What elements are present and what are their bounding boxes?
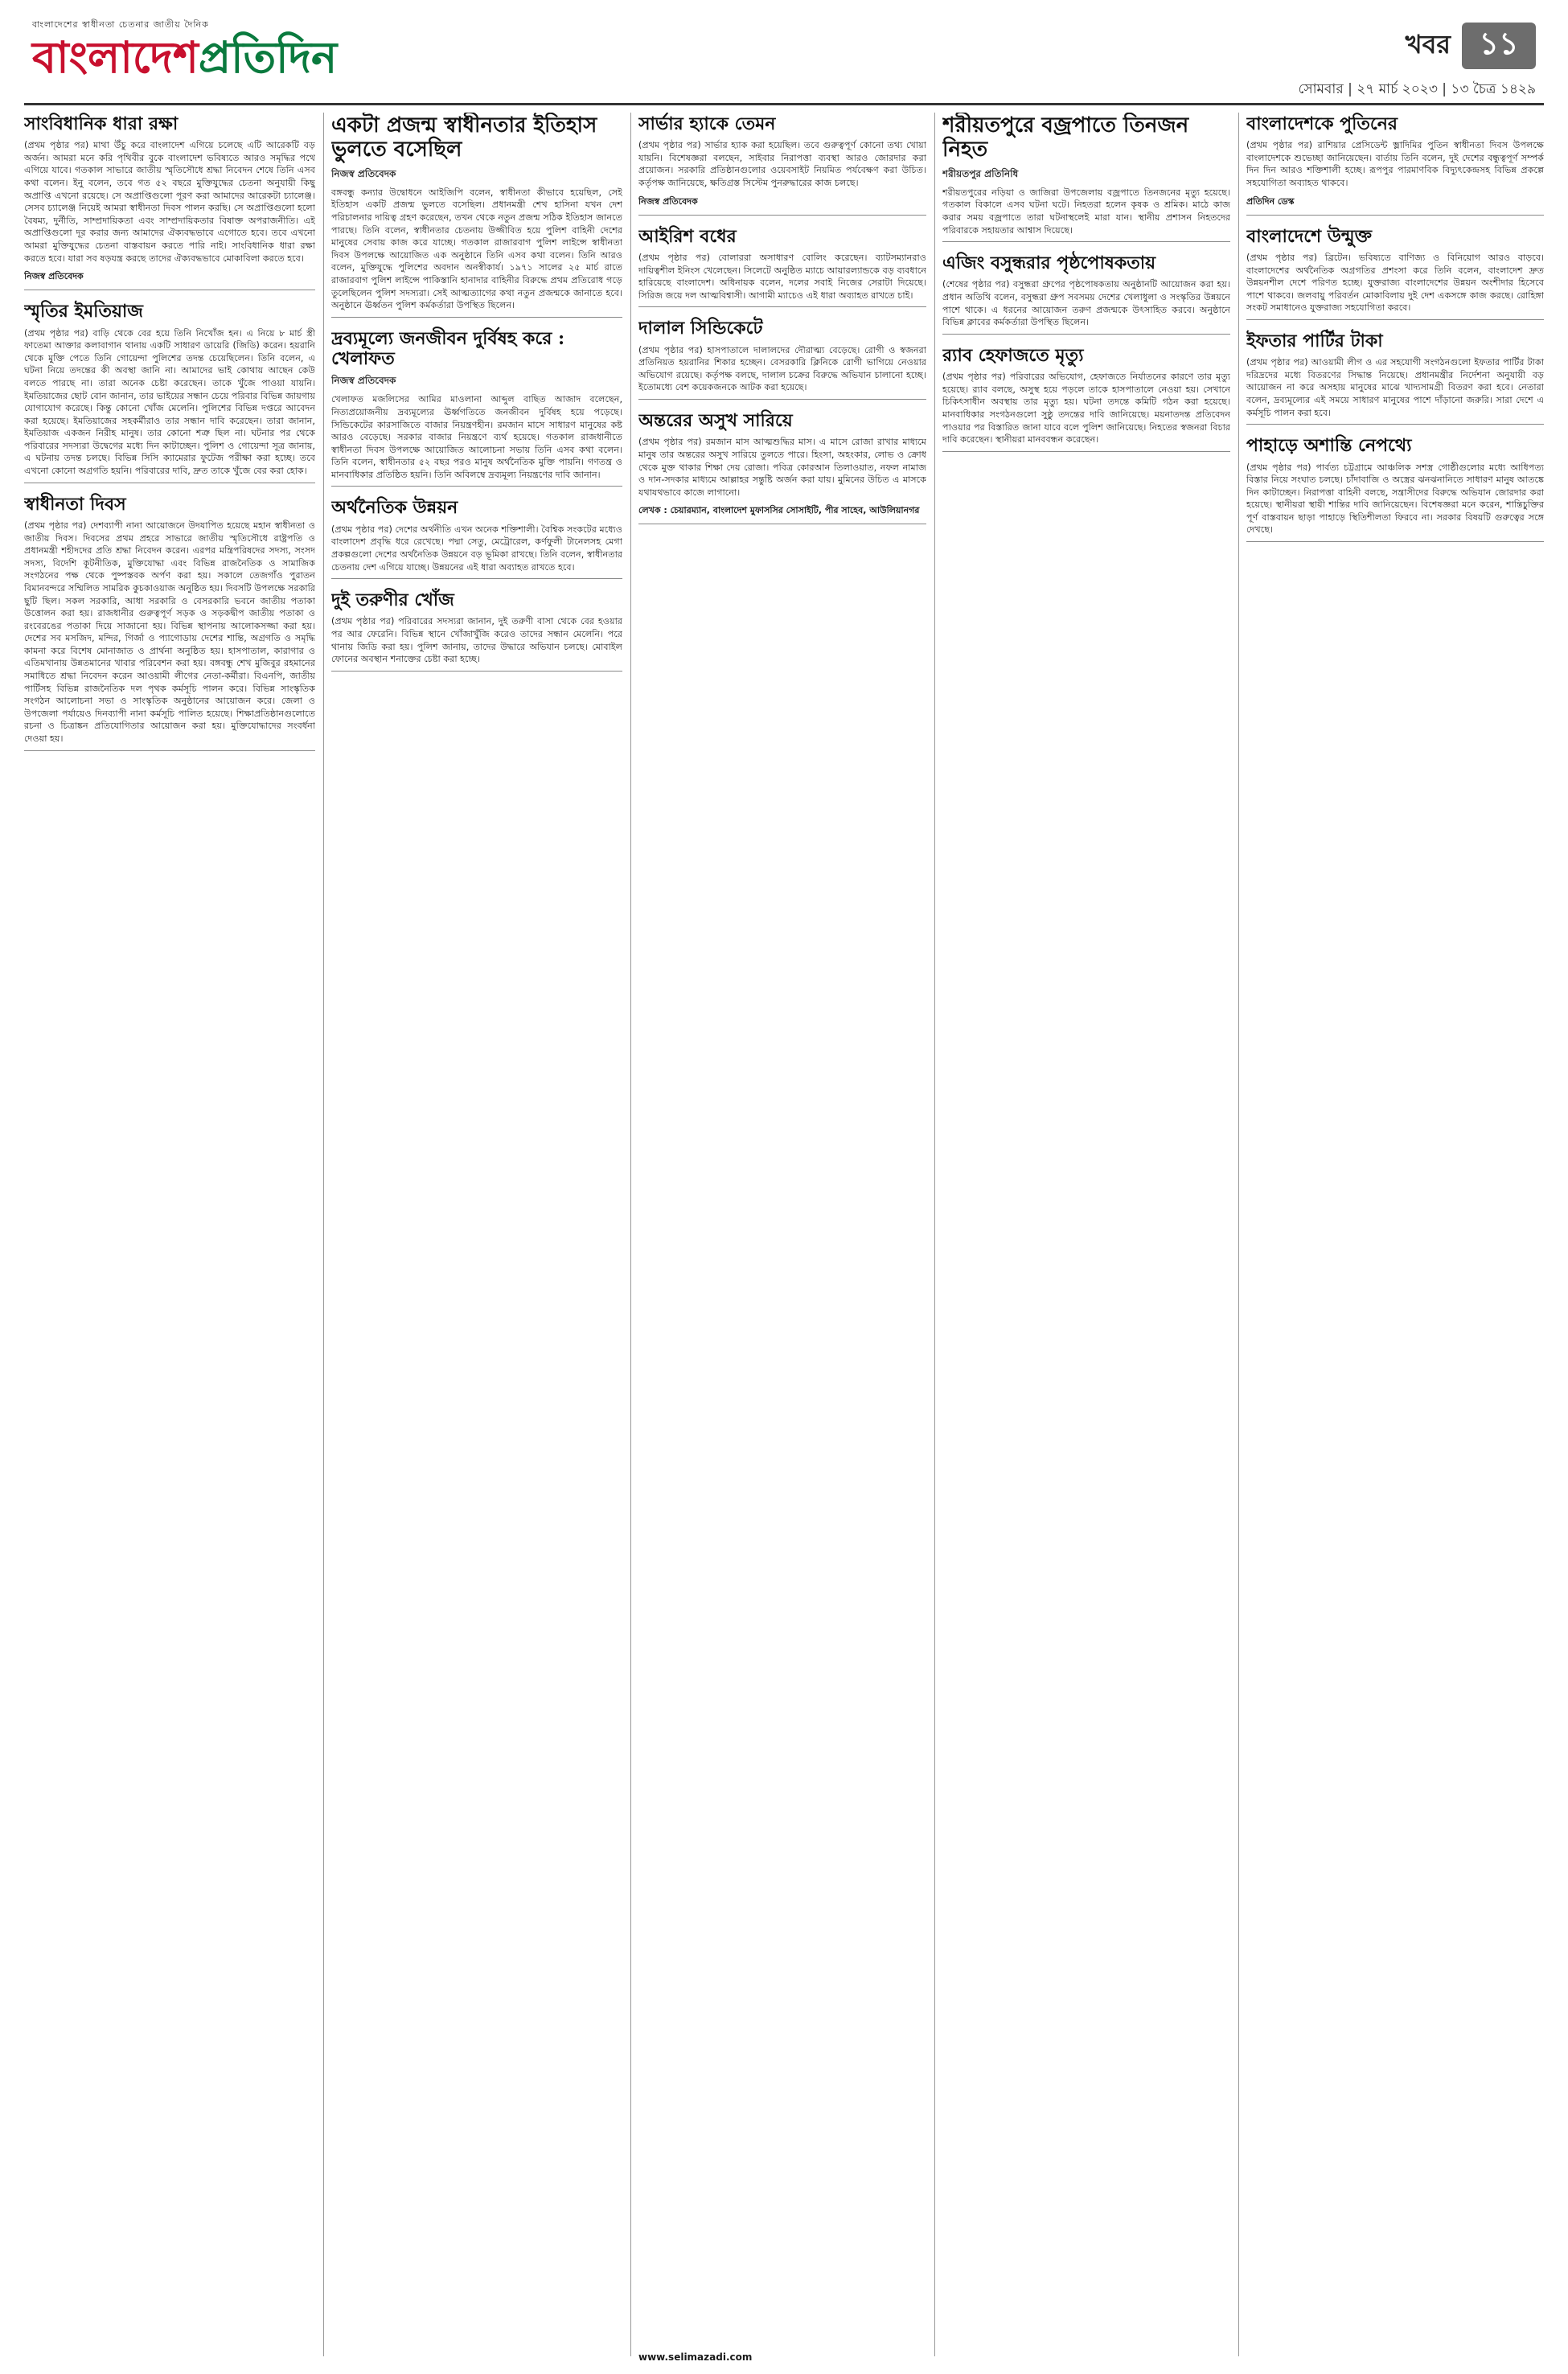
article-byline: নিজস্ব প্রতিবেদক	[331, 375, 396, 387]
page-number-badge: ১১	[1462, 23, 1536, 69]
news-article	[24, 495, 315, 751]
article-separator	[1246, 424, 1544, 425]
article-headline[interactable]: দালাল সিন্ডিকেটে	[638, 318, 763, 339]
article-headline[interactable]: বাংলাদেশে উন্মুক্ত	[1246, 225, 1372, 247]
article-body: (প্রথম পৃষ্ঠার পর) মাথা উঁচু করে বাংলাদেশ এগিয়ে চলেছে এটি আরেকটি বড় অর্জন। আমরা মনে করি পৃথিবীর বুকে বাংলাদেশ ভবিষ্যতে আরও সমৃদ্ধির পথে এগিয়ে যাবে। গতকাল সাভারে জাতীয় স্মৃতিসৌধে শ্রদ্ধা নিবেদন শেষে তিনি এসব কথা বলেন। ইনু বলেন, তবে গত ৫২ বছরে মুক্তিযুদ্ধের চেতনা অনুযায়ী কিছু অপ্রাপ্তি এখনো রয়েছে। সে অপ্রাপ্তিগুলো পূরণ করা আমাদের আরেকটা চ্যালেঞ্জ। সেসব চ্যালেঞ্জ নিয়েই আমরা স্বাধীনতা দিবস পালন করছি। সে অপ্রাপ্তিগুলো হলো বৈষম্য, দুর্নীতি, সাম্প্রদায়িকতা এবং সাম্প্রদায়িকতার বিষাক্ত অপরাজনীতি। এই অপ্রাপ্তিগুলো দূর করার জন্য আমাদের ঐক্যবদ্ধভাবে এগোতে হবে। তবে এখনো আমরা মুক্তিযুদ্ধের চেতনা বাস্তবায়ন করতে পারি নাই। সাংবিধানিক ধারা রক্ষা করতে হবে। যারা সব ষড়যন্ত্র করছে তাদের ঐক্যবদ্ধভাবে মোকাবিলা করতে হবে।	[24, 140, 315, 264]
news-article	[331, 114, 622, 318]
column-4	[942, 113, 1230, 2356]
tagline: বাংলাদেশের স্বাধীনতা চেতনার জাতীয় দৈনিক	[32, 19, 209, 30]
article-body: (প্রথম পৃষ্ঠার পর) আওয়ামী লীগ ও এর সহযোগী সংগঠনগুলো ইফতার পার্টির টাকা দরিদ্রদের মধ্যে বিতরণের সিদ্ধান্ত নিয়েছে। প্রধানমন্ত্রীর নির্দেশনা অনুযায়ী বড় আয়োজন না করে অসহায় মানুষের মাঝে খাদ্যসামগ্রী বিতরণ করা হবে। নেতারা বলেন, দ্রব্যমূল্যের এই সময়ে সাধারণ মানুষের পাশে দাঁড়ানো জরুরি। সারা দেশে এ কর্মসূচি পালন করা হবে।	[1246, 357, 1544, 418]
news-article	[1246, 331, 1544, 425]
article-separator	[638, 215, 926, 216]
article-separator	[638, 306, 926, 307]
article-separator	[1246, 215, 1544, 216]
article-body: (প্রথম পৃষ্ঠার পর) পরিবারের সদস্যরা জানান, দুই তরুণী বাসা থেকে বের হওয়ার পর আর ফেরেনি। বিভিন্ন স্থানে খোঁজাখুঁজি করেও তাদের সন্ধান মেলেনি। পরে থানায় জিডি করা হয়। পুলিশ জানায়, তাদের উদ্ধারে অভিযান চলছে। মোবাইল ফোনের অবস্থান শনাক্তের চেষ্টা করা হচ্ছে।	[331, 616, 622, 665]
article-headline[interactable]: দুই তরুণীর খোঁজ	[331, 589, 454, 611]
website-text: www.selimazadi.com	[638, 2351, 753, 2363]
article-body: (প্রথম পৃষ্ঠার পর) পার্বত্য চট্টগ্রামে আঞ্চলিক সশস্ত্র গোষ্ঠীগুলোর মধ্যে আধিপত্য বিস্তার নিয়ে সংঘাত চলছে। চাঁদাবাজি ও অস্ত্রের ঝনঝনানিতে সাধারণ মানুষ আতঙ্কে দিন কাটাচ্ছেন। নিরাপত্তা বাহিনী বলছে, সন্ত্রাসীদের বিরুদ্ধে অভিযান জোরদার করা হয়েছে। স্থানীয়রা স্থায়ী শান্তির দাবি জানিয়েছেন। বিশেষজ্ঞরা মনে করেন, শান্তিচুক্তির পূর্ণ বাস্তবায়ন ছাড়া পাহাড়ে স্থিতিশীলতা ফিরবে না। সরকার বিষয়টি গুরুত্বের সঙ্গে দেখছে।	[1246, 462, 1544, 536]
article-footnote: প্রতিদিন ডেস্ক	[1246, 195, 1295, 207]
article-headline[interactable]: সার্ভার হ্যাকে তেমন	[638, 113, 776, 134]
article-separator	[331, 671, 622, 672]
news-article	[638, 318, 926, 400]
article-separator	[942, 451, 1230, 452]
article-byline: নিজস্ব প্রতিবেদক	[331, 167, 396, 179]
article-headline[interactable]: দ্রব্যমূল্যে জনজীবন দুর্বিষহ করে : খেলাফত	[331, 327, 565, 370]
news-article	[24, 114, 315, 290]
name-part1: বাংলাদেশ	[32, 31, 199, 83]
column-divider	[1238, 113, 1239, 2356]
article-body: (প্রথম পৃষ্ঠার পর) রমজান মাস আত্মশুদ্ধির মাস। এ মাসে রোজা রাখার মাধ্যমে মানুষ তার অন্তরের অসুখ সারিয়ে তুলতে পারে। হিংসা, অহংকার, লোভ ও ক্রোধ থেকে মুক্ত থাকার শিক্ষা দেয় রোজা। পবিত্র কোরআন তিলাওয়াত, নফল নামাজ ও দান-সদকার মাধ্যমে আল্লাহর সন্তুষ্টি অর্জন করা যায়। মুমিনের উচিত এ মাসকে যথাযথভাবে কাজে লাগানো।	[638, 437, 926, 498]
article-headline[interactable]: অন্তরের অসুখ সারিয়ে	[638, 410, 793, 432]
news-article	[638, 411, 926, 524]
article-body: খেলাফত মজলিসের আমির মাওলানা আব্দুল বাছিত আজাদ বলেছেন, নিত্যপ্রয়োজনীয় দ্রব্যমূল্যের ঊর্ধ্বগতিতে জনজীবন দুর্বিষহ হয়ে পড়েছে। সিন্ডিকেটের কারসাজিতে বাজার নিয়ন্ত্রণহীন। রমজান মাসে সাধারণ মানুষের কষ্ট আরও বেড়েছে। সরকার বাজার নিয়ন্ত্রণে ব্যর্থ হয়েছে। গতকাল রাজধানীতে স্বাধীনতা দিবস উপলক্ষে আয়োজিত আলোচনা সভায় তিনি এসব কথা বলেন। তিনি বলেন, স্বাধীনতার ৫২ বছর পরও মানুষ অর্থনৈতিক মুক্তি পায়নি। গণতন্ত্র ও মানবাধিকার প্রতিষ্ঠিত হয়নি। তিনি অবিলম্বে দ্রব্যমূল্য নিয়ন্ত্রণের দাবি জানান।	[331, 394, 622, 480]
news-article	[638, 227, 926, 308]
article-body: (প্রথম পৃষ্ঠার পর) বোলাররা অসাধারণ বোলিং করেছেন। ব্যাটসম্যানরাও দায়িত্বশীল ইনিংস খেলেছেন। সিলেটে অনুষ্ঠিত ম্যাচে আয়ারল্যান্ডকে বড় ব্যবধানে হারিয়েছে বাংলাদেশ। অধিনায়ক বলেন, দলের সবাই নিজের সেরাটা দিয়েছে। সিরিজ জয়ে দল আত্মবিশ্বাসী। আগামী ম্যাচেও এই ধারা অব্যাহত রাখতে চাই।	[638, 252, 926, 301]
article-headline[interactable]: স্মৃতির ইমতিয়াজ	[24, 301, 143, 322]
section-label: খবর	[1405, 29, 1451, 60]
column-5	[1246, 113, 1544, 2356]
newspaper-logo	[32, 18, 337, 81]
news-article	[1246, 114, 1544, 216]
article-body: (প্রথম পৃষ্ঠার পর) ব্রিটেন। ভবিষ্যতে বাণিজ্য ও বিনিয়োগ আরও বাড়বে। বাংলাদেশের অর্থনৈতিক অগ্রগতির প্রশংসা করে তিনি বলেন, বাংলাদেশ দ্রুত উন্নয়নশীল দেশে পরিণত হচ্ছে। যুক্তরাজ্য বাংলাদেশের উন্নয়ন অংশীদার হিসেবে পাশে থাকবে। জলবায়ু পরিবর্তন মোকাবিলায় দুই দেশ একসঙ্গে কাজ করছে। রোহিঙ্গা সংকট সমাধানেও যুক্তরাজ্য সহযোগিতা করবে।	[1246, 252, 1544, 314]
article-headline[interactable]: ইফতার পার্টির টাকা	[1246, 330, 1383, 351]
article-body: বঙ্গবন্ধু কন্যার উদ্বোধনে আইজিপি বলেন, স্বাধীনতা কীভাবে হয়েছিল, সেই ইতিহাস একটি প্রজন্ম ভুলতে বসেছিল। প্রধানমন্ত্রী শেখ হাসিনা যখন দেশ পরিচালনার দায়িত্ব গ্রহণ করেছেন, তখন থেকে নতুন প্রজন্ম সঠিক ইতিহাস জানতে পারছে। তিনি বলেন, স্বাধীনতার চেতনায় উজ্জীবিত হয়ে পুলিশ বাহিনী দেশের মানুষের সেবায় কাজ করে যাচ্ছে। গতকাল রাজারবাগ পুলিশ লাইন্সে স্বাধীনতা দিবস উপলক্ষে আয়োজিত এক অনুষ্ঠানে তিনি এসব কথা বলেন। তিনি আরও বলেন, মুক্তিযুদ্ধে পুলিশের অবদান অনস্বীকার্য। ১৯৭১ সালের ২৫ মার্চ রাতে রাজারবাগ পুলিশ লাইন্সে পাকিস্তানি হানাদার বাহিনীর বিরুদ্ধে প্রথম প্রতিরোধ গড়ে তুলেছিলেন পুলিশ সদস্যরা। সেই আত্মত্যাগের কথা নতুন প্রজন্মকে জানাতে হবে। অনুষ্ঠানে ঊর্ধ্বতন পুলিশ কর্মকর্তারা উপস্থিত ছিলেন।	[331, 187, 622, 311]
article-separator	[24, 750, 315, 751]
news-article	[331, 498, 622, 579]
news-article	[942, 114, 1230, 242]
article-headline[interactable]: বাংলাদেশকে পুতিনের	[1246, 113, 1398, 134]
news-article	[942, 253, 1230, 335]
article-footnote: লেখক : চেয়ারম্যান, বাংলাদেশ মুফাসসির সোসাইটি, পীর সাহেব, আউলিয়ানগর	[638, 505, 920, 516]
column-1	[24, 113, 315, 2356]
article-body: শরীয়তপুরের নড়িয়া ও জাজিরা উপজেলায় বজ্রপাতে তিনজনের মৃত্যু হয়েছে। গতকাল বিকালে এসব ঘটনা ঘটে। নিহতরা হলেন কৃষক ও শ্রমিক। মাঠে কাজ করার সময় বজ্রপাতে তারা ঘটনাস্থলেই মারা যান। স্থানীয় প্রশাসন নিহতদের পরিবারকে সহায়তার আশ্বাস দিয়েছে।	[942, 187, 1230, 236]
news-article	[942, 346, 1230, 452]
article-body: (প্রথম পৃষ্ঠার পর) দেশব্যাপী নানা আয়োজনে উদযাপিত হয়েছে মহান স্বাধীনতা ও জাতীয় দিবস। দিবসের প্রথম প্রহরে সাভারে জাতীয় স্মৃতিসৌধে রাষ্ট্রপতি ও প্রধানমন্ত্রী শহীদদের প্রতি শ্রদ্ধা নিবেদন করেন। এরপর মন্ত্রিপরিষদের সদস্য, সংসদ সদস্য, বিদেশি কূটনীতিক, মুক্তিযোদ্ধা এবং বিভিন্ন রাজনৈতিক ও সামাজিক সংগঠনের পক্ষ থেকে পুষ্পস্তবক অর্পণ করা হয়। সকালে তেজগাঁও পুরাতন বিমানবন্দরে সম্মিলিত সামরিক কুচকাওয়াজ অনুষ্ঠিত হয়। দিবসটি উপলক্ষে সরকারি ছুটি ছিল। সকল সরকারি, আধা সরকারি ও বেসরকারি ভবনে জাতীয় পতাকা উত্তোলন করা হয়। রাজধানীর গুরুত্বপূর্ণ সড়ক ও সড়কদ্বীপ জাতীয় পতাকা ও রংবেরঙের পতাকা দিয়ে সাজানো হয়। বিভিন্ন স্থাপনায় আলোকসজ্জা করা হয়। দেশের সব মসজিদ, মন্দির, গির্জা ও প্যাগোডায় দেশের শান্তি, অগ্রগতি ও সমৃদ্ধি কামনা করে বিশেষ মোনাজাত ও প্রার্থনা অনুষ্ঠিত হয়। হাসপাতাল, কারাগার ও এতিমখানায় উন্নতমানের খাবার পরিবেশন করা হয়। বঙ্গবন্ধু শেখ মুজিবুর রহমানের সমাধিতে শ্রদ্ধা নিবেদন করেন আওয়ামী লীগের নেতা-কর্মীরা। বিএনপি, জাতীয় পার্টিসহ বিভিন্ন রাজনৈতিক দল পৃথক কর্মসূচি পালন করে। বিভিন্ন সাংস্কৃতিক সংগঠন আলোচনা সভা ও সাংস্কৃতিক অনুষ্ঠানের আয়োজন করে। জেলা ও উপজেলা পর্যায়েও দিনব্যাপী নানা কর্মসূচি পালিত হয়েছে। শিক্ষাপ্রতিষ্ঠানগুলোতে রচনা ও চিত্রাঙ্কন প্রতিযোগিতার আয়োজন করা হয়। মুক্তিযোদ্ধাদের সংবর্ধনা দেওয়া হয়।	[24, 520, 315, 745]
article-headline[interactable]: এজিং বসুন্ধরার পৃষ্ঠপোষকতায়	[942, 253, 1156, 274]
news-article	[638, 114, 926, 216]
article-headline[interactable]: পাহাড়ে অশান্তি নেপথ্যে	[1246, 435, 1412, 457]
article-footnote: নিজস্ব প্রতিবেদক	[638, 195, 698, 207]
footer-website	[638, 2348, 752, 2364]
news-article	[1246, 227, 1544, 320]
article-body: (প্রথম পৃষ্ঠার পর) বাড়ি থেকে বের হয়ে তিনি নিখোঁজ হন। এ নিয়ে ৮ মার্চ স্ত্রী ফাতেমা আক্তার কলাবাগান থানায় একটি সাধারণ ডায়েরি (জিডি) করেন। হয়রানি থেকে মুক্তি পেতে তিনি গোয়েন্দা পুলিশের তদন্ত চেয়েছিলেন। তিনি বলেন, এ ঘটনা নিয়ে তদন্তের কী অবস্থা জানি না। আমাদের ভাই কোথায় আছেন কেউ বলতে পারছে না। তারা অনেক চেষ্টা করেছেন। তাকে খুঁজে পাওয়া যায়নি। ইমতিয়াজের ছোট বোন জানান, তার ভাইয়ের সন্ধান চেয়ে পরিবার বিভিন্ন জায়গায় যোগাযোগ করেছে। কিন্তু কোনো খোঁজ মেলেনি। পুলিশের বিভিন্ন দপ্তরে আবেদন করা হয়েছে। ইমতিয়াজের সহকর্মীরাও তার সন্ধান দাবি করেছেন। তারা জানান, ইমতিয়াজ একজন নিরীহ মানুষ। তার কোনো শত্রু ছিল না। ঘটনার পর থেকে পরিবারের সদস্যরা উদ্বেগের মধ্যে দিন কাটাচ্ছেন। পুলিশ ও গোয়েন্দা সূত্র জানায়, এ ঘটনায় তদন্ত চলছে। বিভিন্ন সিসি ক্যামেরার ফুটেজ পরীক্ষা করা হচ্ছে। তবে এখনো কোনো অগ্রগতি হয়নি। পরিবারের দাবি, দ্রুত তাকে খুঁজে বের করা হোক।	[24, 327, 315, 477]
article-separator	[331, 486, 622, 487]
article-body: (প্রথম পৃষ্ঠার পর) রাশিয়ার প্রেসিডেন্ট ভ্লাদিমির পুতিন স্বাধীনতা দিবস উপলক্ষে বাংলাদেশকে শুভেচ্ছা জানিয়েছেন। বার্তায় তিনি বলেন, দুই দেশের বন্ধুত্বপূর্ণ সম্পর্ক দিন দিন আরও শক্তিশালী হচ্ছে। রূপপুর পারমাণবিক বিদ্যুৎকেন্দ্রসহ বিভিন্ন প্রকল্পে সহযোগিতা অব্যাহত থাকবে।	[1246, 140, 1544, 189]
article-separator	[942, 334, 1230, 335]
news-article	[331, 329, 622, 487]
article-headline[interactable]: একটা প্রজন্ম স্বাধীনতার ইতিহাস ভুলতে বসেছিল	[331, 113, 597, 162]
column-divider	[630, 113, 631, 2356]
article-body: (প্রথম পৃষ্ঠার পর) সার্ভার হ্যাক করা হয়েছিল। তবে গুরুত্বপূর্ণ কোনো তথ্য খোয়া যায়নি। বিশেষজ্ঞরা বলছেন, সাইবার নিরাপত্তা ব্যবস্থা আরও জোরদার করা প্রয়োজন। সরকারি প্রতিষ্ঠানগুলোর ওয়েবসাইট নিয়মিত পর্যবেক্ষণ করা উচিত। কর্তৃপক্ষ জানিয়েছে, ক্ষতিগ্রস্ত সিস্টেম পুনরুদ্ধারের কাজ চলছে।	[638, 140, 926, 189]
news-article	[331, 590, 622, 672]
article-separator	[1246, 541, 1544, 542]
article-separator	[331, 317, 622, 318]
dateline: সোমবার | ২৭ মার্চ ২০২৩ | ১৩ চৈত্র ১৪২৯	[1298, 81, 1536, 97]
article-body: (প্রথম পৃষ্ঠার পর) পরিবারের অভিযোগ, হেফাজতে নির্যাতনের কারণে তার মৃত্যু হয়েছে। র‍্যাব বলছে, অসুস্থ হয়ে পড়লে তাকে হাসপাতালে নেওয়া হয়। সেখানে চিকিৎসাধীন অবস্থায় তার মৃত্যু হয়। ঘটনা তদন্তে কমিটি গঠন করা হয়েছে। মানবাধিকার সংগঠনগুলো সুষ্ঠু তদন্তের দাবি জানিয়েছে। ময়নাতদন্ত প্রতিবেদন পাওয়ার পর বিস্তারিত জানা যাবে বলে পুলিশ জানিয়েছে। নিহতের স্বজনরা বিচার দাবি করেছেন। স্থানীয়রা মানববন্ধন করেছেন।	[942, 372, 1230, 446]
article-headline[interactable]: শরীয়তপুরে বজ্রপাতে তিনজন নিহত	[942, 113, 1189, 162]
article-body: (প্রথম পৃষ্ঠার পর) হাসপাতালে দালালদের দৌরাত্ম্য বেড়েছে। রোগী ও স্বজনরা প্রতিনিয়ত হয়রানির শিকার হচ্ছেন। বেসরকারি ক্লিনিকে রোগী ভাগিয়ে নেওয়ার অভিযোগ রয়েছে। কর্তৃপক্ষ বলছে, দালাল চক্রের বিরুদ্ধে অভিযান চালানো হচ্ছে। ইতোমধ্যে বেশ কয়েকজনকে আটক করা হয়েছে।	[638, 344, 926, 393]
name-part2: প্রতিদিন	[198, 31, 338, 83]
column-2	[331, 113, 622, 2356]
article-separator	[1246, 319, 1544, 320]
article-columns	[24, 113, 1544, 2364]
article-separator	[942, 241, 1230, 242]
column-3	[638, 113, 926, 2356]
column-divider	[323, 113, 324, 2356]
article-separator	[331, 578, 622, 579]
article-body: (প্রথম পৃষ্ঠার পর) দেশের অর্থনীতি এখন অনেক শক্তিশালী। বৈশ্বিক সংকটের মধ্যেও বাংলাদেশ প্রবৃদ্ধি ধরে রেখেছে। পদ্মা সেতু, মেট্রোরেল, কর্ণফুলী টানেলসহ মেগা প্রকল্পগুলো দেশের অর্থনৈতিক উন্নয়নে বড় ভূমিকা রাখছে। তিনি বলেন, স্বাধীনতার চেতনায় দেশ এগিয়ে যাচ্ছে। উন্নয়নের এই ধারা অব্যাহত রাখতে হবে।	[331, 524, 622, 573]
article-headline[interactable]: সাংবিধানিক ধারা রক্ষা	[24, 113, 179, 134]
article-headline[interactable]: আইরিশ বধের	[638, 225, 737, 247]
column-divider	[934, 113, 935, 2356]
article-headline[interactable]: স্বাধীনতা দিবস	[24, 493, 126, 515]
article-headline[interactable]: অর্থনৈতিক উন্নয়ন	[331, 497, 458, 519]
section-indicator	[1406, 23, 1536, 69]
newspaper-name	[32, 33, 337, 81]
article-byline: শরীয়তপুর প্রতিনিধি	[942, 167, 1019, 179]
news-article	[24, 302, 315, 483]
article-headline[interactable]: র‍্যাব হেফাজতে মৃত্যু	[942, 344, 1084, 366]
news-article	[1246, 436, 1544, 542]
masthead	[24, 14, 1544, 105]
article-footnote: নিজস্ব প্রতিবেদক	[24, 271, 84, 282]
article-separator	[638, 399, 926, 400]
article-body: (শেষের পৃষ্ঠার পর) বসুন্ধরা গ্রুপের পৃষ্ঠপোষকতায় অনুষ্ঠানটি আয়োজন করা হয়। প্রধান অতিথি বলেন, বসুন্ধরা গ্রুপ সবসময় দেশের খেলাধুলা ও সংস্কৃতির উন্নয়নে পাশে থাকে। এ ধরনের আয়োজন তরুণ প্রজন্মকে উৎসাহিত করবে। অনুষ্ঠানে বিভিন্ন ক্লাবের কর্মকর্তারা উপস্থিত ছিলেন।	[942, 279, 1230, 328]
